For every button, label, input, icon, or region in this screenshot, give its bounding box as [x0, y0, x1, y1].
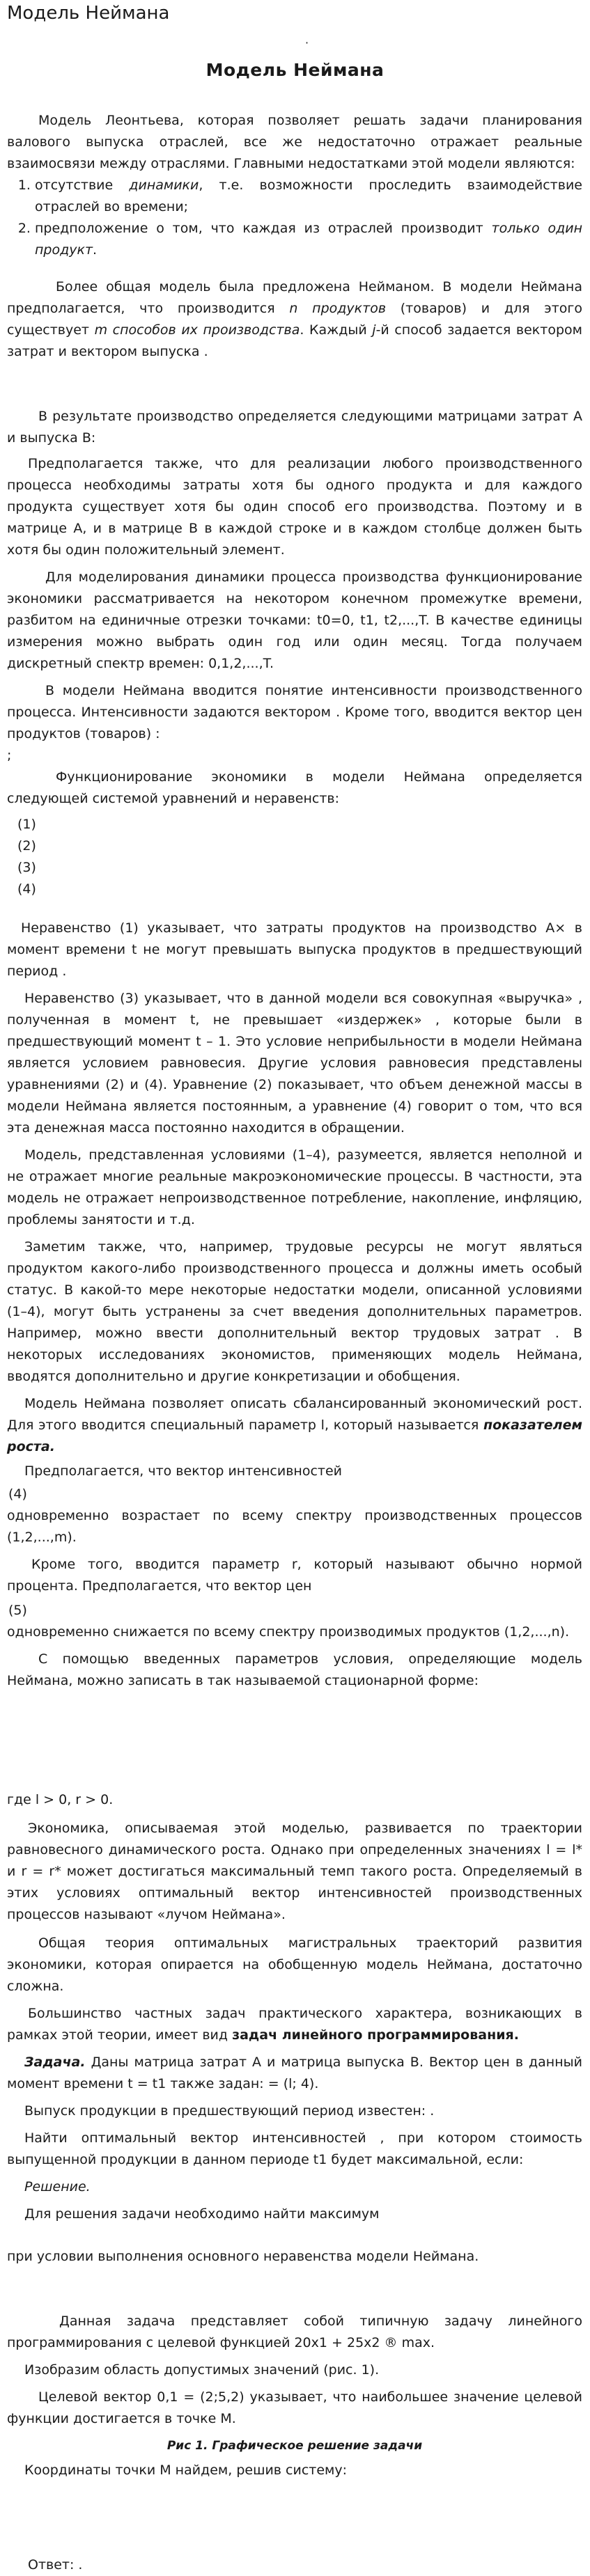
equation-label: (2) [17, 838, 36, 854]
region-line: Изобразим область допустимых значений (рис. 1). [24, 2362, 380, 2378]
labor-paragraph: Заметим также, что, например, трудовые ресурсы не могут являться продуктом какого-либо производственного процесса и должны иметь особый статус. В какой-то мере некоторые недостатки модели, описанной условиями (1–4), могут быть устранены за счет введения дополнительных параметров. Например, можно ввести дополнительный вектор трудовых затрат . В некоторых исследованиях экономистов, применяющих модель Неймана, вводятся дополнительно и другие конкретизации и обобщения. [7, 1239, 582, 1384]
matrices-paragraph: В результате производство определяется следующими матрицами затрат A и выпуска B: [7, 409, 582, 446]
equation-label: (1) [17, 817, 36, 832]
model-limits-paragraph: Модель, представленная условиями (1–4), разумеется, является неполной и не отражает многие реальные макроэкономические процессы. В частности, эта модель не отражает непроизводственное потребление, накопление, инфляцию, проблемы занятости и т.д. [7, 1147, 582, 1227]
theory-paragraph: Общая теория оптимальных магистральных траекторий развития экономики, которая опирается на обобщенную модель Неймана, достаточно сложна. [7, 1935, 582, 1994]
lp-paragraph: Большинство частных задач практического характера, возникающих в рамках этой теории, имеет вид задач линейного программирования. [7, 2006, 582, 2043]
equilibrium-paragraph: Экономика, описываемая этой моделью, развивается по траектории равновесного динамического роста. Однако при определенных значениях l = l* и r = r* может достигаться максимальный темп такого роста. Определяемый в этих условиях оптимальный вектор интенсивностей производственных процессов называют «лучом Неймана». [7, 1821, 582, 1922]
document-body [7, 96, 582, 2576]
drawbacks-list [7, 175, 582, 261]
semicolon-line: ; [7, 748, 12, 763]
stationary-form-paragraph: С помощью введенных параметров условия, определяющие модель Неймана, можно записать в так называемой стационарной форме: [7, 1651, 582, 1688]
neumann-paragraph: Более общая модель была предложена Нейманом. В модели Неймана предполагается, что производится n продуктов (товаров) и для этого существует m способов их производства. Каждый j-й способ задается вектором затрат и вектором выпуска . [7, 279, 583, 359]
grows-line: одновременно возрастает по всему спектру производственных процессов (1,2,...,m). [7, 1508, 582, 1545]
equation-labels [7, 814, 582, 900]
intro-paragraph: Модель Леонтьева, которая позволяет решать задачи планирования валового выпуска отраслей, все же недостаточно отражает реальные взаимосвязи между отраслями. Главными недостатками этой модели являются: [7, 113, 582, 171]
figure-caption: Рис 1. Графическое решение задачи [166, 2439, 423, 2453]
lp-task-paragraph: Данная задача представляет собой типичную задачу линейного программирования с целевой функцией 20x1 + 25x2 ® max. [7, 2314, 582, 2350]
condition-line: при условии выполнения основного неравенства модели Неймана. [7, 2249, 479, 2264]
coordinates-line: Координаты точки М найдем, решив систему: [24, 2463, 348, 2478]
system-intro-paragraph: Функционирование экономики в модели Неймана определяется следующей системой уравнений и неравенств: [7, 769, 582, 806]
list-item: 2. предположение о том, что каждая из отраслей производит только один продукт. [35, 218, 582, 261]
answer-line: Ответ: . [28, 2557, 83, 2573]
find-paragraph: Найти оптимальный вектор интенсивностей , при котором стоимость выпущенной продукции в данном периоде t1 будет максимальной, если: [7, 2130, 582, 2167]
target-vector-paragraph: Целевой вектор 0,1 = (2;5,2) указывает, что наибольшее значение целевой функции достигается в точке М. [7, 2389, 582, 2426]
equation-label: (4) [8, 1486, 27, 1502]
equation-label: (5) [8, 1603, 27, 1618]
document-heading: Модель Неймана [205, 60, 385, 80]
equation-label: (4) [17, 881, 36, 897]
assumptions-paragraph: Предполагается также, что для реализации любого производственного процесса необходимы затраты хотя бы одного продукта и для каждого продукта существует хотя бы один способ его производства. Поэтому и в матрице A, и в матрице B в каждой строке и в каждом столбце должен быть хотя бы один положительный элемент. [7, 456, 582, 558]
intensity-paragraph: В модели Неймана вводится понятие интенсивности производственного процесса. Интенсивности задаются вектором . Кроме того, вводится вектор цен продуктов (товаров) : [7, 683, 582, 741]
solution-label: Решение. [24, 2179, 91, 2194]
output-line: Выпуск продукции в предшествующий период известен: . [24, 2103, 435, 2119]
inequality-3-paragraph: Неравенство (3) указывает, что в данной модели вся совокупная «выручка» , полученная в момент t, не превышает «издержек» , которые были в предшествующий момент t – 1. Это условие неприбыльности в модели Неймана является условием равновесия. Другие условия равновесия представлены уравнениями (2) и (4). Уравнение (2) показывает, что объем денежной массы в модели Неймана является постоянным, а уравнение (4) говорит о том, что вся эта денежная масса постоянно находится в обращении. [7, 991, 582, 1136]
equation-label: (3) [17, 860, 36, 875]
inequality-1-paragraph: Неравенство (1) указывает, что затраты продуктов на производство A× в момент времени t не могут превышать выпуска продуктов в предшествующий период . [7, 920, 582, 979]
rate-paragraph: Кроме того, вводится параметр r, который называют обычно нормой процента. Предполагается, что вектор цен [7, 1557, 582, 1594]
intensity-vector-line: Предполагается, что вектор интенсивностей [24, 1463, 342, 1479]
where-line: где l > 0, r > 0. [7, 1792, 114, 1807]
maximum-line: Для решения задачи необходимо найти максимум [24, 2206, 380, 2222]
dynamics-paragraph: Для моделирования динамики процесса производства функционирование экономики рассматривается на некотором конечном промежутке времени, разбитом на единичные отрезки точками: t0=0, t1, t2,...,T. В качестве единицы измерения можно выбрать один год или один месяц. Тогда получаем дискретный спектр времен: 0,1,2,...,T. [7, 570, 582, 671]
task-paragraph: Задача. Даны матрица затрат A и матрица выпуска B. Вектор цен в данный момент времени t = t1 также задан: = (l; 4). [7, 2055, 582, 2091]
list-item: 1. отсутствие динамики, т.е. возможности проследить взаимодействие отраслей во времени; [35, 175, 582, 218]
declines-line: одновременно снижается по всему спектру производимых продуктов (1,2,...,n). [7, 1624, 570, 1640]
page-title: Модель Неймана [7, 3, 170, 24]
center-dot: · [305, 36, 309, 49]
growth-paragraph: Модель Неймана позволяет описать сбалансированный экономический рост. Для этого вводится специальный параметр l, который называется показателем роста. [7, 1396, 582, 1454]
